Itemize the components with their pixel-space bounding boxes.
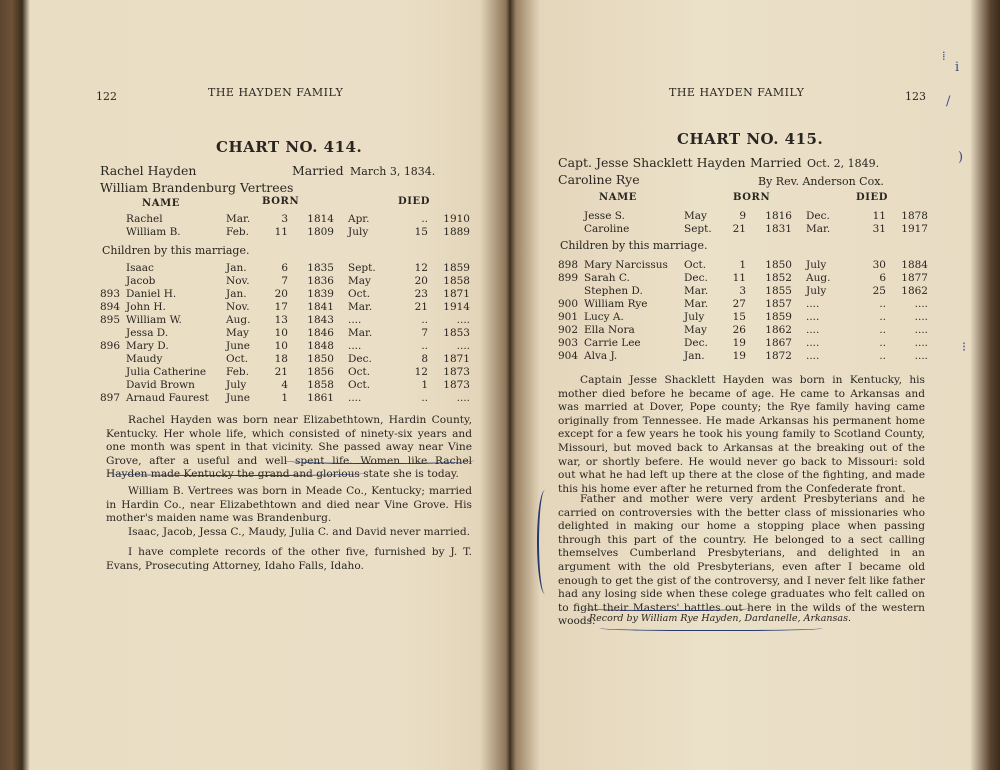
col-name-header: NAME bbox=[599, 192, 637, 203]
cell-dy: 1873 bbox=[443, 365, 470, 378]
pen-underline bbox=[106, 469, 366, 476]
pen-underline bbox=[599, 624, 823, 631]
cell-bd: 20 bbox=[274, 287, 288, 300]
running-head: THE HAYDEN FAMILY bbox=[208, 86, 344, 99]
cell-dy: .... bbox=[914, 349, 928, 362]
cell-by: 1831 bbox=[765, 222, 792, 235]
cell-num: 896 bbox=[100, 339, 121, 352]
cell-dm: Dec. bbox=[348, 352, 372, 365]
col-died-header: DIED bbox=[398, 196, 431, 207]
cell-bm: Aug. bbox=[226, 313, 251, 326]
cell-num: 893 bbox=[100, 287, 121, 300]
spouse-1: Capt. Jesse Shacklett Hayden bbox=[558, 155, 746, 170]
cell-dd: .. bbox=[421, 391, 428, 404]
cell-dd: 23 bbox=[414, 287, 428, 300]
cell-dy: 1873 bbox=[443, 378, 470, 391]
col-name-header: NAME bbox=[142, 198, 180, 209]
cell-bd: 11 bbox=[274, 225, 288, 238]
spouse-2: Caroline Rye bbox=[558, 172, 640, 187]
cell-num: 894 bbox=[100, 300, 121, 313]
spouse-1: Rachel Hayden bbox=[100, 163, 197, 178]
genealogy-row bbox=[100, 391, 470, 404]
cell-dd: 25 bbox=[872, 284, 886, 297]
cell-by: 1850 bbox=[765, 258, 792, 271]
pen-bracket bbox=[537, 490, 553, 594]
paragraph-3: Isaac, Jacob, Jessa C., Maudy, Julia C. and David never married. bbox=[128, 526, 470, 538]
cell-name: John H. bbox=[126, 300, 166, 313]
cell-name: William B. bbox=[126, 225, 181, 238]
cell-name: Maudy bbox=[126, 352, 163, 365]
cell-dd: .. bbox=[421, 313, 428, 326]
cell-dy: 1917 bbox=[901, 222, 928, 235]
cell-bd: 11 bbox=[732, 271, 746, 284]
genealogy-row bbox=[558, 336, 928, 349]
cell-name: Stephen D. bbox=[584, 284, 643, 297]
cell-num bbox=[558, 284, 584, 297]
cell-dy: .... bbox=[456, 313, 470, 326]
genealogy-row bbox=[100, 313, 470, 326]
cell-bd: 3 bbox=[739, 284, 746, 297]
parents-table bbox=[100, 212, 470, 238]
cell-dy: 1910 bbox=[443, 212, 470, 225]
cell-dy: 1878 bbox=[901, 209, 928, 222]
cell-by: 1843 bbox=[307, 313, 334, 326]
cell-dm: .... bbox=[806, 310, 820, 323]
cell-num: 902 bbox=[558, 323, 579, 336]
pen-underline bbox=[284, 455, 474, 464]
chart-title: CHART NO. 414. bbox=[216, 138, 363, 156]
page-number: 123 bbox=[905, 90, 926, 103]
genealogy-row bbox=[100, 365, 470, 378]
cell-num: 897 bbox=[100, 391, 121, 404]
cell-by: 1816 bbox=[765, 209, 792, 222]
cell-bd: 7 bbox=[281, 274, 288, 287]
cell-dd: .. bbox=[879, 349, 886, 362]
cell-bd: 18 bbox=[274, 352, 288, 365]
cell-by: 1858 bbox=[307, 378, 334, 391]
cell-bd: 26 bbox=[732, 323, 746, 336]
cell-by: 1867 bbox=[765, 336, 792, 349]
cell-dd: .. bbox=[421, 339, 428, 352]
pen-mark: ⁝ bbox=[962, 340, 967, 355]
cell-dy: 1884 bbox=[901, 258, 928, 271]
children-label: Children by this marriage. bbox=[102, 244, 250, 257]
cell-dd: 12 bbox=[414, 365, 428, 378]
cell-bd: 27 bbox=[732, 297, 746, 310]
record-signature: Record by William Rye Hayden, Dardanelle, Arkansas. bbox=[589, 613, 851, 624]
cell-num bbox=[100, 212, 126, 225]
cell-dy: .... bbox=[456, 391, 470, 404]
cell-bm: Oct. bbox=[226, 352, 249, 365]
cell-bd: 19 bbox=[732, 336, 746, 349]
cell-num bbox=[100, 274, 126, 287]
cell-dm: July bbox=[806, 258, 827, 271]
cell-by: 1861 bbox=[307, 391, 334, 404]
cell-dd: .. bbox=[879, 323, 886, 336]
genealogy-row bbox=[558, 222, 928, 235]
cell-name: Jacob bbox=[126, 274, 156, 287]
children-table bbox=[100, 261, 470, 404]
cell-bd: 9 bbox=[739, 209, 746, 222]
cell-name: Alva J. bbox=[584, 349, 618, 362]
officiant: By Rev. Anderson Cox. bbox=[758, 175, 884, 188]
cell-bm: Dec. bbox=[684, 271, 708, 284]
cell-by: 1835 bbox=[307, 261, 334, 274]
cell-dd: .. bbox=[879, 310, 886, 323]
cell-bm: Nov. bbox=[226, 300, 250, 313]
cell-dm: Oct. bbox=[348, 287, 371, 300]
cell-dm: Mar. bbox=[806, 222, 831, 235]
cell-by: 1850 bbox=[307, 352, 334, 365]
cell-name: Jesse S. bbox=[584, 209, 625, 222]
cell-by: 1859 bbox=[765, 310, 792, 323]
cell-dd: 11 bbox=[872, 209, 886, 222]
cell-bm: Sept. bbox=[684, 222, 712, 235]
cell-by: 1862 bbox=[765, 323, 792, 336]
cell-dd: 7 bbox=[421, 326, 428, 339]
genealogy-row bbox=[100, 274, 470, 287]
cell-bm: Jan. bbox=[226, 287, 247, 300]
running-head: THE HAYDEN FAMILY bbox=[669, 86, 805, 99]
cell-num bbox=[100, 378, 126, 391]
cell-bm: Mar. bbox=[684, 297, 709, 310]
genealogy-row bbox=[100, 225, 470, 238]
cell-bm: Oct. bbox=[684, 258, 707, 271]
married-date: March 3, 1834. bbox=[350, 165, 436, 178]
cell-bd: 19 bbox=[732, 349, 746, 362]
married-label: Married bbox=[292, 163, 344, 178]
cell-bd: 10 bbox=[274, 339, 288, 352]
cell-name: Sarah C. bbox=[584, 271, 630, 284]
cell-dy: 1914 bbox=[443, 300, 470, 313]
cell-by: 1856 bbox=[307, 365, 334, 378]
cell-bm: May bbox=[684, 323, 707, 336]
cell-name: Mary Narcissus bbox=[584, 258, 668, 271]
cell-bd: 10 bbox=[274, 326, 288, 339]
cell-name: David Brown bbox=[126, 378, 195, 391]
genealogy-row bbox=[100, 339, 470, 352]
col-born-header: BORN bbox=[733, 192, 771, 203]
cell-num: 895 bbox=[100, 313, 121, 326]
cell-name: Jessa D. bbox=[126, 326, 169, 339]
cell-dm: Mar. bbox=[348, 326, 373, 339]
cell-num bbox=[558, 222, 584, 235]
cell-bm: May bbox=[226, 326, 249, 339]
paragraph-2: William B. Vertrees was born in Meade Co., Kentucky; married in Hardin Co., near Elizabethtown and died near Vine Grove. His mother's maiden name was Brandenburg. bbox=[106, 485, 472, 525]
pen-mark: ) bbox=[958, 150, 964, 165]
cell-dy: .... bbox=[914, 310, 928, 323]
cell-name: Arnaud Faurest bbox=[126, 391, 209, 404]
genealogy-row bbox=[100, 300, 470, 313]
genealogy-row bbox=[558, 284, 928, 297]
genealogy-row bbox=[558, 323, 928, 336]
page-number: 122 bbox=[96, 90, 117, 103]
cell-bm: Nov. bbox=[226, 274, 250, 287]
cell-bm: June bbox=[226, 339, 250, 352]
chart-title: CHART NO. 415. bbox=[677, 130, 824, 148]
cell-by: 1814 bbox=[307, 212, 334, 225]
cell-dm: Mar. bbox=[348, 300, 373, 313]
cell-dd: 12 bbox=[414, 261, 428, 274]
cell-num bbox=[100, 365, 126, 378]
cell-bd: 1 bbox=[281, 391, 288, 404]
pen-mark: ⅰ bbox=[955, 60, 960, 75]
cell-dm: .... bbox=[348, 391, 362, 404]
left-page bbox=[40, 0, 500, 770]
spouse-2: William Brandenburg Vertrees bbox=[100, 180, 294, 195]
cell-dd: .. bbox=[421, 212, 428, 225]
cell-dm: July bbox=[806, 284, 827, 297]
cell-dm: May bbox=[348, 274, 371, 287]
cell-dy: .... bbox=[914, 323, 928, 336]
cell-dy: 1858 bbox=[443, 274, 470, 287]
genealogy-row bbox=[100, 212, 470, 225]
cell-dm: .... bbox=[806, 349, 820, 362]
cell-dm: Sept. bbox=[348, 261, 376, 274]
pen-mark: ⁞ bbox=[942, 49, 946, 64]
cell-by: 1857 bbox=[765, 297, 792, 310]
cell-dd: 8 bbox=[421, 352, 428, 365]
cell-dm: .... bbox=[806, 297, 820, 310]
cell-dd: 20 bbox=[414, 274, 428, 287]
cell-bm: June bbox=[226, 391, 250, 404]
cell-bm: Feb. bbox=[226, 365, 249, 378]
cell-num: 900 bbox=[558, 297, 579, 310]
cell-by: 1836 bbox=[307, 274, 334, 287]
col-died-header: DIED bbox=[856, 192, 889, 203]
cell-dy: 1871 bbox=[443, 352, 470, 365]
cell-by: 1848 bbox=[307, 339, 334, 352]
cell-bd: 3 bbox=[281, 212, 288, 225]
cell-dd: 30 bbox=[872, 258, 886, 271]
cell-dd: 21 bbox=[414, 300, 428, 313]
paragraph-1: Rachel Hayden was born near Elizabethtown, Hardin County, Kentucky. Her whole life, which consisted of ninety-six years and one month was spent in that vicinity. She passed away near Vine Grove, after a useful and well spent life. Women like Rachel Hayden made Kentucky the grand and glorious state she is today. bbox=[106, 414, 472, 481]
genealogy-row bbox=[100, 261, 470, 274]
cell-dm: .... bbox=[806, 323, 820, 336]
cell-by: 1855 bbox=[765, 284, 792, 297]
cell-bm: Jan. bbox=[226, 261, 247, 274]
genealogy-row bbox=[100, 326, 470, 339]
cell-num: 899 bbox=[558, 271, 579, 284]
cell-bm: Jan. bbox=[684, 349, 705, 362]
cell-dy: 1862 bbox=[901, 284, 928, 297]
cell-num bbox=[100, 352, 126, 365]
cell-by: 1872 bbox=[765, 349, 792, 362]
genealogy-row bbox=[558, 271, 928, 284]
cell-dm: Dec. bbox=[806, 209, 830, 222]
cell-dd: .. bbox=[879, 336, 886, 349]
cell-dy: 1889 bbox=[443, 225, 470, 238]
cell-name: Carrie Lee bbox=[584, 336, 641, 349]
cell-dd: 31 bbox=[872, 222, 886, 235]
cell-by: 1841 bbox=[307, 300, 334, 313]
cell-name: Caroline bbox=[584, 222, 630, 235]
cell-name: William W. bbox=[126, 313, 182, 326]
cell-dy: 1871 bbox=[443, 287, 470, 300]
cell-bd: 21 bbox=[274, 365, 288, 378]
cell-bd: 13 bbox=[274, 313, 288, 326]
cell-num: 904 bbox=[558, 349, 579, 362]
cell-by: 1852 bbox=[765, 271, 792, 284]
cell-by: 1839 bbox=[307, 287, 334, 300]
pen-underline bbox=[583, 604, 751, 611]
cell-dy: .... bbox=[914, 336, 928, 349]
right-page bbox=[535, 0, 975, 770]
cell-num: 898 bbox=[558, 258, 579, 271]
cell-dy: 1877 bbox=[901, 271, 928, 284]
cell-dm: .... bbox=[348, 313, 362, 326]
genealogy-row bbox=[100, 287, 470, 300]
cell-dd: 15 bbox=[414, 225, 428, 238]
paragraph-1: Captain Jesse Shacklett Hayden was born in Kentucky, his mother died before he became of age. He came to Arkansas and was married at Dover, Pope county; the Rye family having came originally from Tennessee. He made Arkansas his permanent home except for a few years he took his young family to Scotland County, Missouri, but moved back to Arkansas at the breaking out of the war, or shortly befere. He would never go back to Missouri: sold out what he had left up there at the close of the fighting, and made this his home ever after he returned from the Confederate front. bbox=[558, 374, 925, 495]
cell-dm: Aug. bbox=[806, 271, 831, 284]
cell-bd: 6 bbox=[281, 261, 288, 274]
cell-bm: Mar. bbox=[684, 284, 709, 297]
cell-bm: July bbox=[684, 310, 705, 323]
cell-bd: 21 bbox=[732, 222, 746, 235]
cell-dm: July bbox=[348, 225, 369, 238]
cell-num bbox=[100, 261, 126, 274]
cell-by: 1809 bbox=[307, 225, 334, 238]
cell-dd: .. bbox=[879, 297, 886, 310]
cell-dm: Apr. bbox=[348, 212, 370, 225]
paragraph-4: I have complete records of the other five, furnished by J. T. Evans, Prosecuting Attorney, Idaho Falls, Idaho. bbox=[106, 546, 472, 572]
cell-bd: 17 bbox=[274, 300, 288, 313]
cell-bm: Dec. bbox=[684, 336, 708, 349]
cell-bm: May bbox=[684, 209, 707, 222]
genealogy-row bbox=[100, 378, 470, 391]
col-born-header: BORN bbox=[262, 196, 300, 207]
cell-dm: Oct. bbox=[348, 365, 371, 378]
cell-num bbox=[558, 209, 584, 222]
genealogy-row bbox=[558, 310, 928, 323]
cell-dy: .... bbox=[914, 297, 928, 310]
cell-name: Rachel bbox=[126, 212, 163, 225]
cell-num bbox=[100, 225, 126, 238]
cell-dm: Oct. bbox=[348, 378, 371, 391]
cell-name: Ella Nora bbox=[584, 323, 635, 336]
children-table bbox=[558, 258, 928, 362]
children-label: Children by this marriage. bbox=[560, 239, 708, 252]
genealogy-row bbox=[100, 352, 470, 365]
cell-name: Daniel H. bbox=[126, 287, 177, 300]
cell-dy: 1853 bbox=[443, 326, 470, 339]
cell-num bbox=[100, 326, 126, 339]
pen-mark: / bbox=[946, 94, 951, 109]
cell-name: Julia Catherine bbox=[126, 365, 207, 378]
cell-bd: 1 bbox=[739, 258, 746, 271]
cell-num: 903 bbox=[558, 336, 579, 349]
cell-bm: July bbox=[226, 378, 247, 391]
cell-name: Lucy A. bbox=[584, 310, 624, 323]
married-label: Married bbox=[750, 155, 802, 170]
married-date: Oct. 2, 1849. bbox=[807, 157, 880, 170]
genealogy-row bbox=[558, 209, 928, 222]
cell-num: 901 bbox=[558, 310, 579, 323]
cell-bd: 4 bbox=[281, 378, 288, 391]
cell-name: William Rye bbox=[584, 297, 648, 310]
cell-bm: Mar. bbox=[226, 212, 251, 225]
genealogy-row bbox=[558, 258, 928, 271]
paragraph-2: Father and mother were very ardent Presbyterians and he carried on controversies with the better class of missionaries who delighted in making our home a stopping place when passing through this part of the country. He belonged to a sect calling themselves Cumberland Presbyterians, and delighted in an argument with the old Presbyterians, even after I became old enough to get the gist of the controversy, and I never felt like father had any losing side when these colege graduates who felt called on to fight their Masters' battles out here in the wilds of the western woods. bbox=[558, 493, 925, 628]
cell-name: Isaac bbox=[126, 261, 154, 274]
cell-name: Mary D. bbox=[126, 339, 169, 352]
cell-dy: 1859 bbox=[443, 261, 470, 274]
cell-dd: 6 bbox=[879, 271, 886, 284]
genealogy-row bbox=[558, 349, 928, 362]
cell-dm: .... bbox=[806, 336, 820, 349]
cell-dd: 1 bbox=[421, 378, 428, 391]
cell-bm: Feb. bbox=[226, 225, 249, 238]
cell-bd: 15 bbox=[732, 310, 746, 323]
cell-by: 1846 bbox=[307, 326, 334, 339]
genealogy-row bbox=[558, 297, 928, 310]
cell-dm: .... bbox=[348, 339, 362, 352]
parents-table bbox=[558, 209, 928, 235]
cell-dy: .... bbox=[456, 339, 470, 352]
